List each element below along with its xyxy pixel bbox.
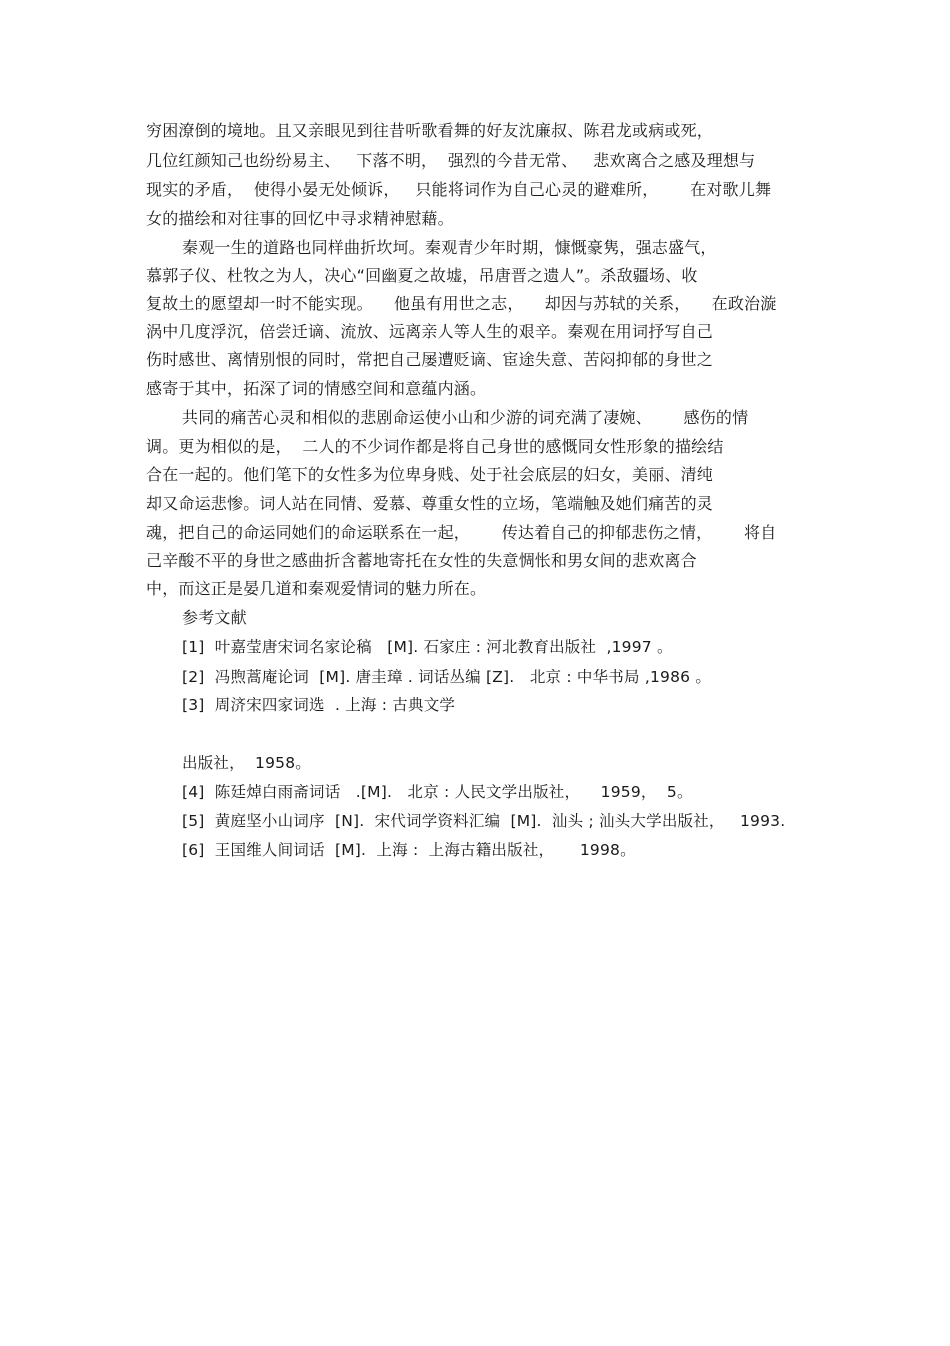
paragraph-line: 却又命运悲惨。词人站在同情、爱慕、尊重女性的立场，笔端触及她们痛苦的灵	[146, 494, 714, 513]
paragraph-line: 伤时感世、离情别恨的同时，常把自己屡遭贬谪、宦途失意、苦闷抑郁的身世之	[146, 350, 714, 369]
paragraph-line: 慕郭子仪、杜牧之为人，决心“回幽夏之故墟，吊唐晋之遗人”。杀敌疆场、收	[146, 266, 698, 285]
reference-item: [2] 冯煦蒿庵论词 [M]. 唐圭璋 . 词话丛编 [Z]. 北京 : 中华书局 ,1986 。	[182, 668, 712, 686]
paragraph-line: 感寄于其中，拓深了词的情感空间和意蕴内涵。	[146, 379, 487, 398]
reference-item: [4] 陈廷焯白雨斋词话 .[M]. 北京 : 人民文学出版社， 1959， 5。	[182, 783, 693, 801]
paragraph-line: 中，而这正是晏几道和秦观爱情词的魅力所在。	[146, 579, 487, 598]
reference-item: [5] 黄庭坚小山词序 [N]. 宋代词学资料汇编 [M]. 汕头 ; 汕头大学出版社， 1993.	[182, 812, 786, 830]
references-heading: 参考文献	[182, 608, 247, 627]
paragraph-line: 女的描绘和对往事的回忆中寻求精神慰藉。	[146, 209, 454, 228]
paragraph-line: 复故土的愿望却一时不能实现。 他虽有用世之志， 却因与苏轼的关系， 在政治漩	[146, 294, 777, 313]
paragraph-line: 己辛酸不平的身世之感曲折含蓄地寄托在女性的失意惆怅和男女间的悲欢离合	[146, 551, 697, 570]
paragraph-line: 涡中几度浮沉，倍尝迁谪、流放、远离亲人等人生的艰辛。秦观在用词抒写自己	[146, 322, 714, 341]
paragraph-line: 秦观一生的道路也同样曲折坎坷。秦观青少年时期，慷慨豪隽，强志盛气，	[182, 238, 717, 257]
paragraph-line: 几位红颜知己也纷纷易主、 下落不明， 强烈的今昔无常、 悲欢离合之感及理想与	[146, 151, 756, 170]
paragraph-line: 现实的矛盾， 使得小晏无处倾诉， 只能将词作为自己心灵的避难所， 在对歌儿舞	[146, 180, 772, 199]
paragraph-line: 魂，把自己的命运同她们的命运联系在一起， 传达着自己的抑郁悲伤之情， 将自	[146, 523, 777, 542]
reference-item-continuation: 出版社， 1958。	[182, 754, 312, 772]
paragraph-line: 合在一起的。他们笔下的女性多为位卑身贱、处于社会底层的妇女，美丽、清纯	[146, 465, 714, 484]
paragraph-line: 穷困潦倒的境地。且又亲眼见到往昔听歌看舞的好友沈廉叔、陈君龙或病或死，	[146, 121, 714, 140]
paragraph-line: 共同的痛苦心灵和相似的悲剧命运使小山和少游的词充满了凄婉、 感伤的情	[182, 408, 749, 427]
reference-item: [6] 王国维人间词话 [M]. 上海 : 上海古籍出版社， 1998。	[182, 841, 636, 859]
paragraph-line: 调。更为相似的是， 二人的不少词作都是将自己身世的感慨同女性形象的描绘结	[146, 437, 724, 456]
reference-item: [1] 叶嘉莹唐宋词名家论稿 [M]. 石家庄 : 河北教育出版社 ,1997 。	[182, 638, 673, 656]
reference-item: [3] 周济宋四家词选 . 上海 : 古典文学	[182, 696, 456, 714]
